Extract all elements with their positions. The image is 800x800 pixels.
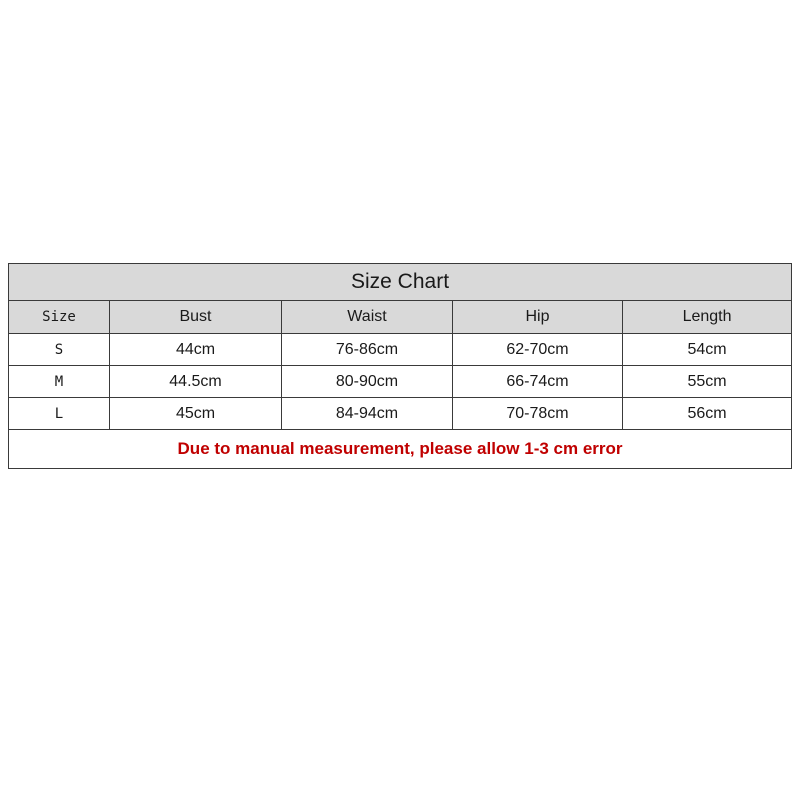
table-cell-length: 54cm — [623, 334, 792, 366]
table-cell-length: 56cm — [623, 398, 792, 430]
chart-title: Size Chart — [9, 264, 792, 301]
table-cell-bust: 44cm — [110, 334, 282, 366]
table-cell-hip: 66-74cm — [453, 366, 623, 398]
column-header-waist: Waist — [282, 301, 453, 334]
table-row — [9, 366, 792, 398]
table-cell-bust: 44.5cm — [110, 366, 282, 398]
note-row — [9, 430, 792, 469]
table-cell-size: S — [9, 334, 110, 366]
header-row — [9, 301, 792, 334]
title-row — [9, 264, 792, 301]
size-chart-table — [8, 263, 792, 469]
table-cell-size: L — [9, 398, 110, 430]
table-cell-waist: 76-86cm — [282, 334, 453, 366]
column-header-hip: Hip — [453, 301, 623, 334]
column-header-bust: Bust — [110, 301, 282, 334]
table-cell-hip: 62-70cm — [453, 334, 623, 366]
table-cell-bust: 45cm — [110, 398, 282, 430]
column-header-size: Size — [9, 301, 110, 334]
table-cell-hip: 70-78cm — [453, 398, 623, 430]
table-cell-waist: 84-94cm — [282, 398, 453, 430]
table-cell-size: M — [9, 366, 110, 398]
table-cell-waist: 80-90cm — [282, 366, 453, 398]
table-cell-length: 55cm — [623, 366, 792, 398]
table-row — [9, 398, 792, 430]
table-row — [9, 334, 792, 366]
measurement-note: Due to manual measurement, please allow 1-3 cm error — [9, 430, 792, 469]
column-header-length: Length — [623, 301, 792, 334]
